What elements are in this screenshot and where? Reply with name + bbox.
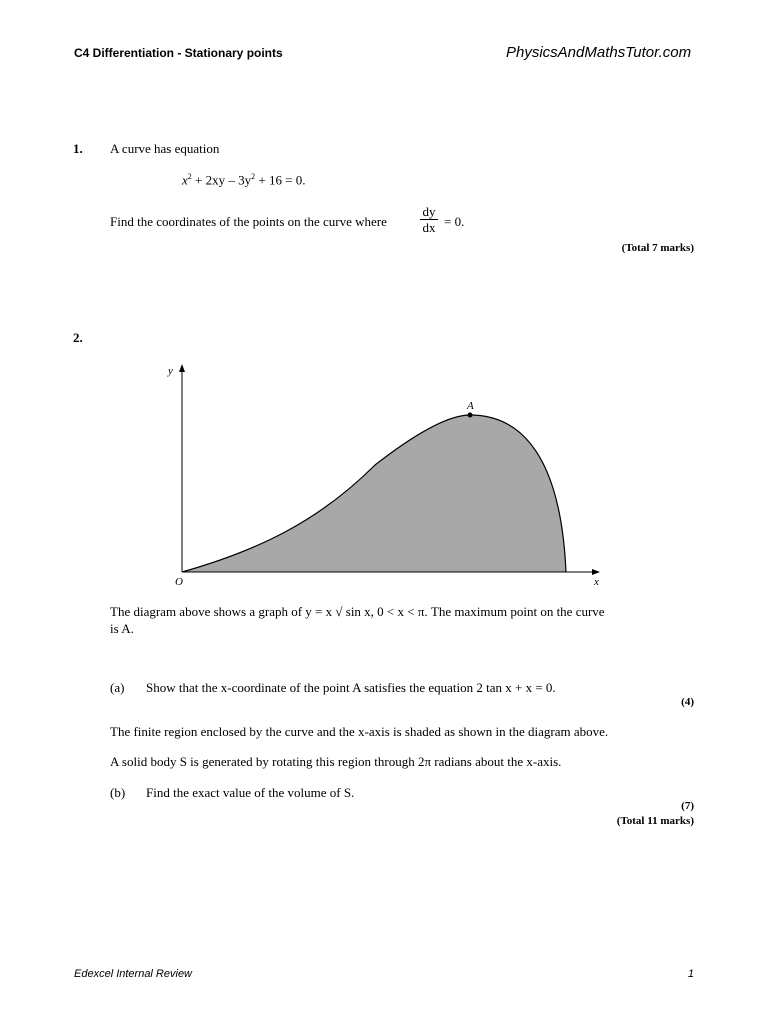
question-2-total-marks: (Total 11 marks) [616,815,694,827]
question-1-number: 1. [73,141,83,156]
part-b-text: Find the exact value of the volume of S. [146,785,355,800]
part-a-label: (a) [110,680,125,695]
part-b-marks: (7) [681,800,694,812]
part-b-label: (b) [110,785,126,800]
eq-middle: + 2xy – 3y [191,172,252,188]
page-header-site: PhysicsAndMathsTutor.com [506,44,692,61]
point-a-marker [468,413,473,418]
fraction-numerator: dy [422,204,436,219]
question-1-intro: A curve has equation [110,141,220,156]
x-axis-label: x [594,576,599,588]
eq-x: x [182,172,188,188]
eq-exp-1: 2 [187,172,192,181]
y-axis-label: y [168,365,173,377]
region-statement: The finite region enclosed by the curve and the x-axis is shaded as shown in the diagram above. [110,724,609,739]
page-number: 1 [687,968,694,980]
solid-statement: A solid body S is generated by rotating this region through 2π radians about the x-axis. [110,754,562,769]
footer-source: Edexcel Internal Review [74,968,193,980]
question-2-number: 2. [73,330,83,345]
page-header-title: C4 Differentiation - Stationary points [74,46,283,60]
fraction-denominator: dx [422,220,436,235]
eq-end: + 16 = 0. [255,172,306,188]
part-a-marks: (4) [681,696,694,708]
eq-exp-2: 2 [251,172,256,181]
y-axis-arrow [179,364,185,372]
origin-label: O [175,576,183,588]
x-axis-arrow [592,569,600,575]
fraction-equals-zero: = 0. [444,214,465,229]
point-a-label: A [467,400,474,412]
question-2-description-line-1: The diagram above shows a graph of y = x √ sin x, 0 < x < π. The maximum point on the curve [110,604,605,619]
part-a-text: Show that the x-coordinate of the point A satisfies the equation 2 tan x + x = 0. [146,680,556,695]
shaded-region [182,415,566,572]
question-1-total-marks: (Total 7 marks) [621,242,694,254]
question-1-find: Find the coordinates of the points on the curve where [110,214,387,229]
question-2-description-line-2: is A. [110,621,134,636]
